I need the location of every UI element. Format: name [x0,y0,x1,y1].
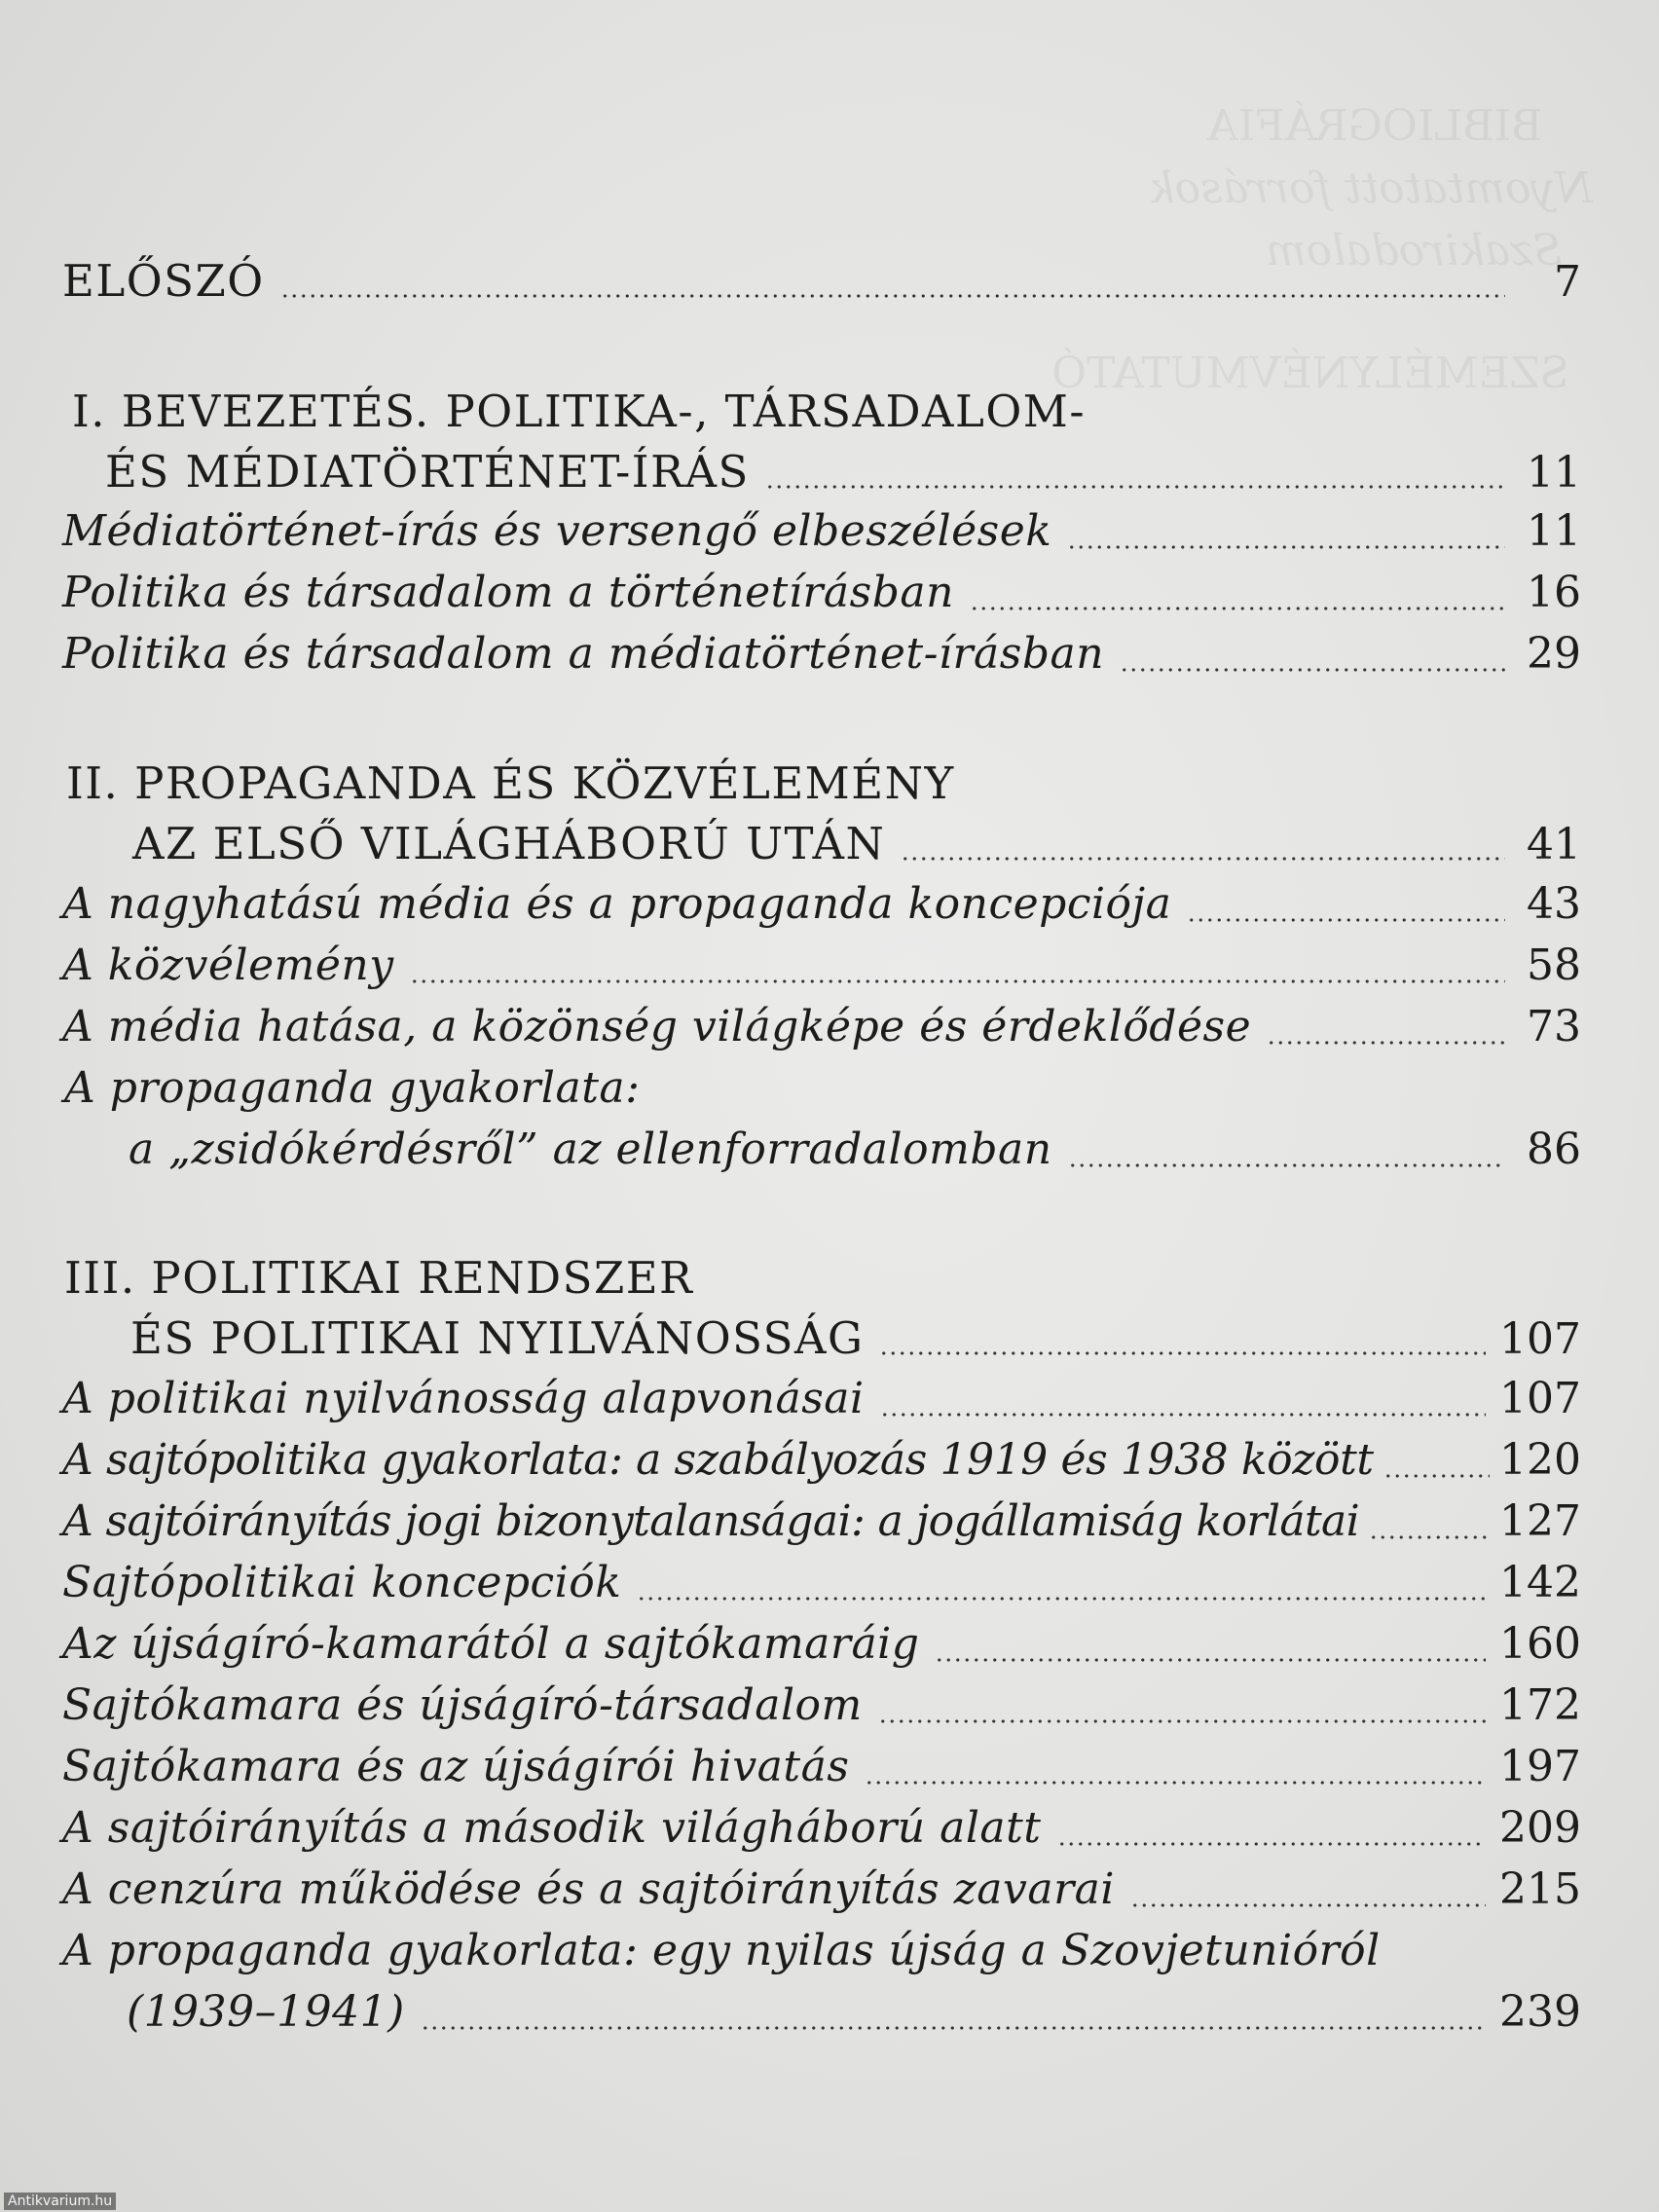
chapter-heading: III. POLITIKAI RENDSZER [64,1252,694,1304]
toc-title: ÉS MÉDIATÖRTÉNET-ÍRÁS [105,446,750,498]
toc-page-number: 107 [1499,1374,1581,1423]
dot-leader [1267,1039,1505,1047]
toc-entry-chapter-1 [62,446,1581,504]
dot-leader [970,605,1505,612]
toc-title: A sajtópolitika gyakorlata: a szabályozás 1919 és 1938 között [62,1435,1374,1485]
dot-leader [1383,1472,1490,1480]
toc-page-number: 86 [1527,1124,1581,1174]
toc-entry-section [62,1803,1581,1862]
toc-entry-section [62,1435,1581,1493]
toc-title: A közvélemény [62,940,394,990]
toc-entry-section [62,568,1581,626]
toc-title: A sajtóirányítás a második világháború alatt [62,1803,1042,1853]
toc-entry-section [62,629,1581,687]
dot-leader [1057,1840,1487,1848]
toc-title: Az újságíró-kamarától a sajtókamaráig [62,1619,920,1669]
dot-leader [878,1717,1486,1725]
toc-title: A média hatása, a közönség világképe és érdeklődése [62,1002,1252,1051]
toc-title: A politikai nyilvánosság alapvonásai [62,1374,865,1423]
toc-page-number: 43 [1527,879,1581,929]
toc-title: A sajtóirányítás jogi bizonytalanságai: a jogállamiság korlátai [62,1496,1360,1546]
toc-page-number: 197 [1499,1742,1581,1791]
toc-title: Politika és társadalom a történetírásban [62,568,954,617]
toc-title: Sajtókamara és az újságírói hivatás [62,1742,850,1791]
chapter-heading: I. BEVEZETÉS. POLITIKA-, TÁRSADALOM- [72,386,1087,437]
toc-title: A nagyhatású média és a propaganda koncepciója [62,879,1172,929]
dot-leader [1369,1533,1490,1541]
dot-leader [865,1779,1486,1787]
dot-leader [765,483,1505,491]
toc-entry-section [62,1558,1581,1616]
toc-page-number: 29 [1527,629,1581,679]
dot-leader [410,977,1505,985]
toc-page-number: 73 [1527,1002,1581,1051]
toc-page-number: 239 [1499,1987,1581,2037]
toc-entry-section [62,879,1581,938]
watermark: Antikvarium.hu [4,2193,116,2210]
toc-entry-chapter-2 [62,818,1581,876]
toc-entry-section [62,1619,1581,1677]
toc-entry-section [62,1987,1581,2046]
toc-entry-section [62,1124,1581,1183]
show-through-line: Nyomtatott források [1149,164,1593,213]
dot-leader [1068,1161,1505,1169]
toc-entry-section [62,1864,1581,1923]
toc-title: Sajtópolitikai koncepciók [62,1558,622,1607]
dot-leader [1120,666,1505,674]
toc-page-number: 127 [1499,1496,1581,1546]
toc-title: Politika és társadalom a médiatörténet-írásban [62,629,1105,679]
toc-page-number: 58 [1527,940,1581,990]
dot-leader [935,1656,1486,1664]
toc-title: ÉS POLITIKAI NYILVÁNOSSÁG [130,1312,865,1364]
dot-leader [880,1411,1486,1419]
toc-page-number: 215 [1499,1864,1581,1914]
toc-title: ELŐSZÓ [62,255,265,307]
show-through-line: SZEMÉLYNÉVMUTATÓ [1051,349,1569,398]
toc-title: (1939–1941) [127,1987,405,2037]
toc-page-number: 172 [1499,1680,1581,1730]
toc-entry-section [62,1742,1581,1800]
toc-page-number: 209 [1499,1803,1581,1853]
toc-page-number: 11 [1527,506,1581,556]
dot-leader [879,1349,1486,1357]
toc-entry-section [62,1680,1581,1739]
dot-leader [1187,916,1505,924]
toc-title: Médiatörténet-írás és versengő elbeszélések [62,506,1052,556]
dot-leader [637,1595,1486,1603]
toc-page-number: 41 [1527,820,1581,869]
toc-page-number: 142 [1499,1558,1581,1607]
toc-title: a „zsidókérdésről” az ellenforradalomban [129,1124,1052,1174]
toc-title: AZ ELSŐ VILÁGHÁBORÚ UTÁN [132,818,886,869]
toc-page-number: 7 [1554,257,1581,307]
dot-leader [1130,1901,1486,1909]
toc-entry-section [62,1374,1581,1432]
section-heading: A propaganda gyakorlata: egy nyilas újság a Szovjetunióról [62,1926,1381,1975]
toc-entry-chapter-3 [62,1312,1581,1371]
toc-entry-section [62,1496,1581,1555]
dot-leader [421,2024,1486,2032]
dot-leader [901,855,1505,863]
chapter-heading: II. PROPAGANDA ÉS KÖZVÉLEMÉNY [66,757,955,809]
toc-title: A cenzúra működése és a sajtóirányítás zavarai [62,1864,1115,1914]
section-heading: A propaganda gyakorlata: [64,1063,641,1113]
toc-entry-foreword [62,255,1581,313]
toc-page-number: 11 [1527,448,1581,498]
toc-entry-section [62,506,1581,565]
toc-page-number: 160 [1499,1619,1581,1669]
dot-leader [280,292,1505,300]
show-through-line: Szakirodalom [1266,226,1563,276]
toc-title: Sajtókamara és újságíró-társadalom [62,1680,863,1730]
toc-page-number: 120 [1499,1435,1581,1485]
toc-entry-section [62,940,1581,999]
toc-page-number: 107 [1499,1314,1581,1364]
toc-entry-section [62,1002,1581,1060]
toc-page-number: 16 [1527,568,1581,617]
dot-leader [1067,543,1505,551]
show-through-line: BIBLIOGRÁFIA [1207,101,1543,151]
